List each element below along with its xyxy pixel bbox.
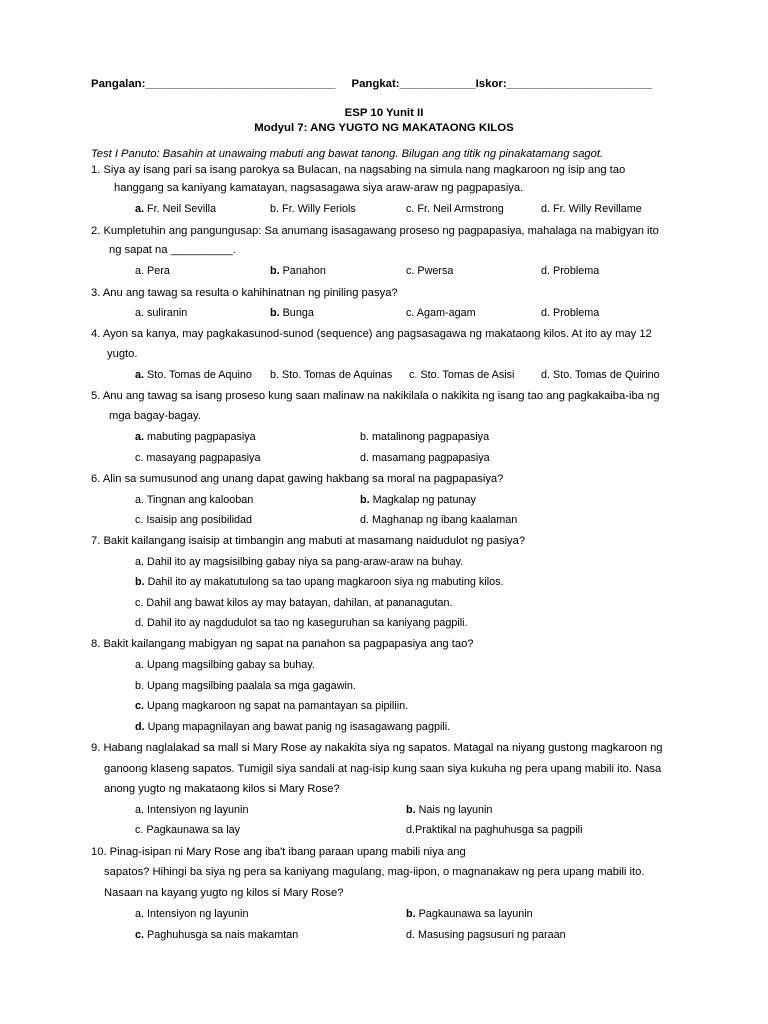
q10-option-a[interactable]: a. Intensiyon ng layunin bbox=[135, 908, 249, 920]
question-9-continued-1: ganoong klaseng sapatos. Tumigil siya sandali at nag-isip kung saan siya kukuha ng pera upang mabili ito. Nasa bbox=[104, 763, 662, 775]
q2-option-b[interactable]: b. Panahon bbox=[270, 265, 326, 277]
test-instructions: Test I Panuto: Basahin at unawaing mabuti ang bawat tanong. Bilugan ang titik ng pinakatamang sagot. bbox=[91, 148, 604, 160]
header-fields bbox=[91, 78, 691, 90]
question-8: 8. Bakit kailangang mabigyan ng sapat na panahon sa pagpapasiya ang tao? bbox=[91, 638, 474, 650]
q2-option-c[interactable]: c. Pwersa bbox=[406, 265, 454, 277]
q8-option-a[interactable]: a. Upang magsilbing gabay sa buhay. bbox=[135, 659, 315, 671]
q2-option-d[interactable]: d. Problema bbox=[541, 265, 600, 277]
q9-option-c[interactable]: c. Pagkaunawa sa lay bbox=[135, 824, 241, 836]
q8-option-b[interactable]: b. Upang magsilbing paalala sa mga gagawin. bbox=[135, 680, 356, 692]
question-10-continued-2: Nasaan na kayang yugto ng kilos si Mary Rose? bbox=[104, 887, 344, 899]
question-4: 4. Ayon sa kanya, may pagkakasunod-sunod (sequence) ang pagsasagawa ng makataong kilos. At ito ay may 12 bbox=[91, 328, 652, 340]
q7-option-a[interactable]: a. Dahil ito ay magsisilbing gabay niya sa pang-araw-araw na buhay. bbox=[135, 556, 464, 568]
question-7: 7. Bakit kailangang isaisip at timbangin ang mabuti at masamang naidudulot ng pasiya? bbox=[91, 535, 526, 547]
q5-option-c[interactable]: c. masayang pagpapasiya bbox=[135, 452, 261, 464]
question-6: 6. Alin sa sumusunod ang unang dapat gawing hakbang sa moral na pagpapasiya? bbox=[91, 473, 504, 485]
q7-option-c[interactable]: c. Dahil ang bawat kilos ay may batayan, dahilan, at pananagutan. bbox=[135, 597, 453, 609]
q4-option-c[interactable]: c. Sto. Tomas de Asisi bbox=[409, 369, 515, 381]
question-10: 10. Pinag-isipan ni Mary Rose ang iba't ibang paraan upang mabili niya ang bbox=[91, 846, 466, 858]
q8-option-c[interactable]: c. Upang magkaroon ng sapat na pamantayan sa pipiliin. bbox=[135, 700, 409, 712]
subject-title: ESP 10 Yunit II bbox=[344, 107, 424, 119]
q6-option-d[interactable]: d. Maghanap ng ibang kaalaman bbox=[360, 514, 518, 526]
q9-option-b[interactable]: b. Nais ng layunin bbox=[406, 804, 493, 816]
q10-option-c[interactable]: c. Paghuhusga sa nais makamtan bbox=[135, 929, 299, 941]
question-2: 2. Kumpletuhin ang pangungusap: Sa anumang isasagawang proseso ng pagpapasiya, mahalaga na mabigyan ito bbox=[91, 225, 659, 237]
q3-option-b[interactable]: b. Bunga bbox=[270, 307, 314, 319]
question-9: 9. Habang naglalakad sa mall si Mary Rose ay nakakita siya ng sapatos. Matagal na niyang gustong magkaroon ng bbox=[91, 742, 663, 754]
module-title: Modyul 7: ANG YUGTO NG MAKATAONG KILOS bbox=[254, 122, 514, 134]
question-9-continued-2: anong yugto ng makataong kilos si Mary Rose? bbox=[104, 783, 340, 795]
q10-option-d[interactable]: d. Masusing pagsusuri ng paraan bbox=[406, 929, 566, 941]
score-blank: _______________________ bbox=[506, 78, 653, 90]
q1-option-c[interactable]: c. Fr. Neil Armstrong bbox=[406, 203, 504, 215]
q4-option-d[interactable]: d. Sto. Tomas de Quirino bbox=[541, 369, 660, 381]
q7-option-d[interactable]: d. Dahil ito ay nagdudulot sa tao ng kaseguruhan sa kaniyang pagpili. bbox=[135, 617, 468, 629]
question-3: 3. Anu ang tawag sa resulta o kahihinatnan ng piniling pasya? bbox=[91, 287, 398, 299]
question-5: 5. Anu ang tawag sa isang proseso kung saan malinaw na nakikilala o nakikita ng isang tao ang pagkakaiba-iba ng bbox=[91, 390, 660, 402]
name-blank: ______________________________ bbox=[145, 78, 336, 90]
question-4-continued: yugto. bbox=[107, 348, 138, 360]
question-5-continued: mga bagay-bagay. bbox=[109, 410, 201, 422]
q9-option-a[interactable]: a. Intensiyon ng layunin bbox=[135, 804, 249, 816]
q1-option-d[interactable]: d. Fr. Willy Revillame bbox=[541, 203, 642, 215]
q4-option-a[interactable]: a. Sto. Tomas de Aquino bbox=[135, 369, 252, 381]
q6-option-a[interactable]: a. Tingnan ang kalooban bbox=[135, 494, 254, 506]
q5-option-b[interactable]: b. matalinong pagpapasiya bbox=[360, 431, 490, 443]
q2-option-a[interactable]: a. Pera bbox=[135, 265, 170, 277]
q4-option-b[interactable]: b. Sto. Tomas de Aquinas bbox=[270, 369, 393, 381]
q3-option-d[interactable]: d. Problema bbox=[541, 307, 600, 319]
q6-option-b[interactable]: b. Magkalap ng patunay bbox=[360, 494, 476, 506]
section-blank: ____________ bbox=[399, 78, 476, 90]
q8-option-d[interactable]: d. Upang mapagnilayan ang bawat panig ng isasagawang pagpili. bbox=[135, 721, 451, 733]
q1-option-a[interactable]: a. Fr. Neil Sevilla bbox=[135, 203, 217, 215]
question-10-continued-1: sapatos? Hihingi ba siya ng pera sa kaniyang magulang, mag-iipon, o magnanakaw ng pera upang mabili ito. bbox=[104, 866, 645, 878]
q1-option-b[interactable]: b. Fr. Willy Feriols bbox=[270, 203, 356, 215]
q3-option-a[interactable]: a. suliranin bbox=[135, 307, 188, 319]
score-label: Iskor: bbox=[475, 78, 507, 90]
q10-option-b[interactable]: b. Pagkaunawa sa layunin bbox=[406, 908, 533, 920]
q5-option-a[interactable]: a. mabuting pagpapasiya bbox=[135, 431, 256, 443]
question-1: 1. Siya ay isang pari sa isang parokya sa Bulacan, na nagsabing na simula nang magkaroon ng isip ang tao bbox=[91, 164, 626, 176]
q7-option-b[interactable]: b. Dahil ito ay makatutulong sa tao upang magkaroon siya ng mabuting kilos. bbox=[135, 576, 504, 588]
question-2-continued: ng sapat na __________. bbox=[109, 244, 236, 256]
question-1-continued: hanggang sa kaniyang kamatayan, nagsasagawa siya araw-araw ng pagpapasiya. bbox=[114, 182, 524, 194]
q6-option-c[interactable]: c. Isaisip ang posibilidad bbox=[135, 514, 253, 526]
q3-option-c[interactable]: c. Agam-agam bbox=[406, 307, 476, 319]
name-label: Pangalan: bbox=[91, 78, 146, 90]
section-label: Pangkat: bbox=[351, 78, 400, 90]
q9-option-d[interactable]: d.Praktikal na paghuhusga sa pagpili bbox=[406, 824, 583, 836]
q5-option-d[interactable]: d. masamang pagpapasiya bbox=[360, 452, 490, 464]
